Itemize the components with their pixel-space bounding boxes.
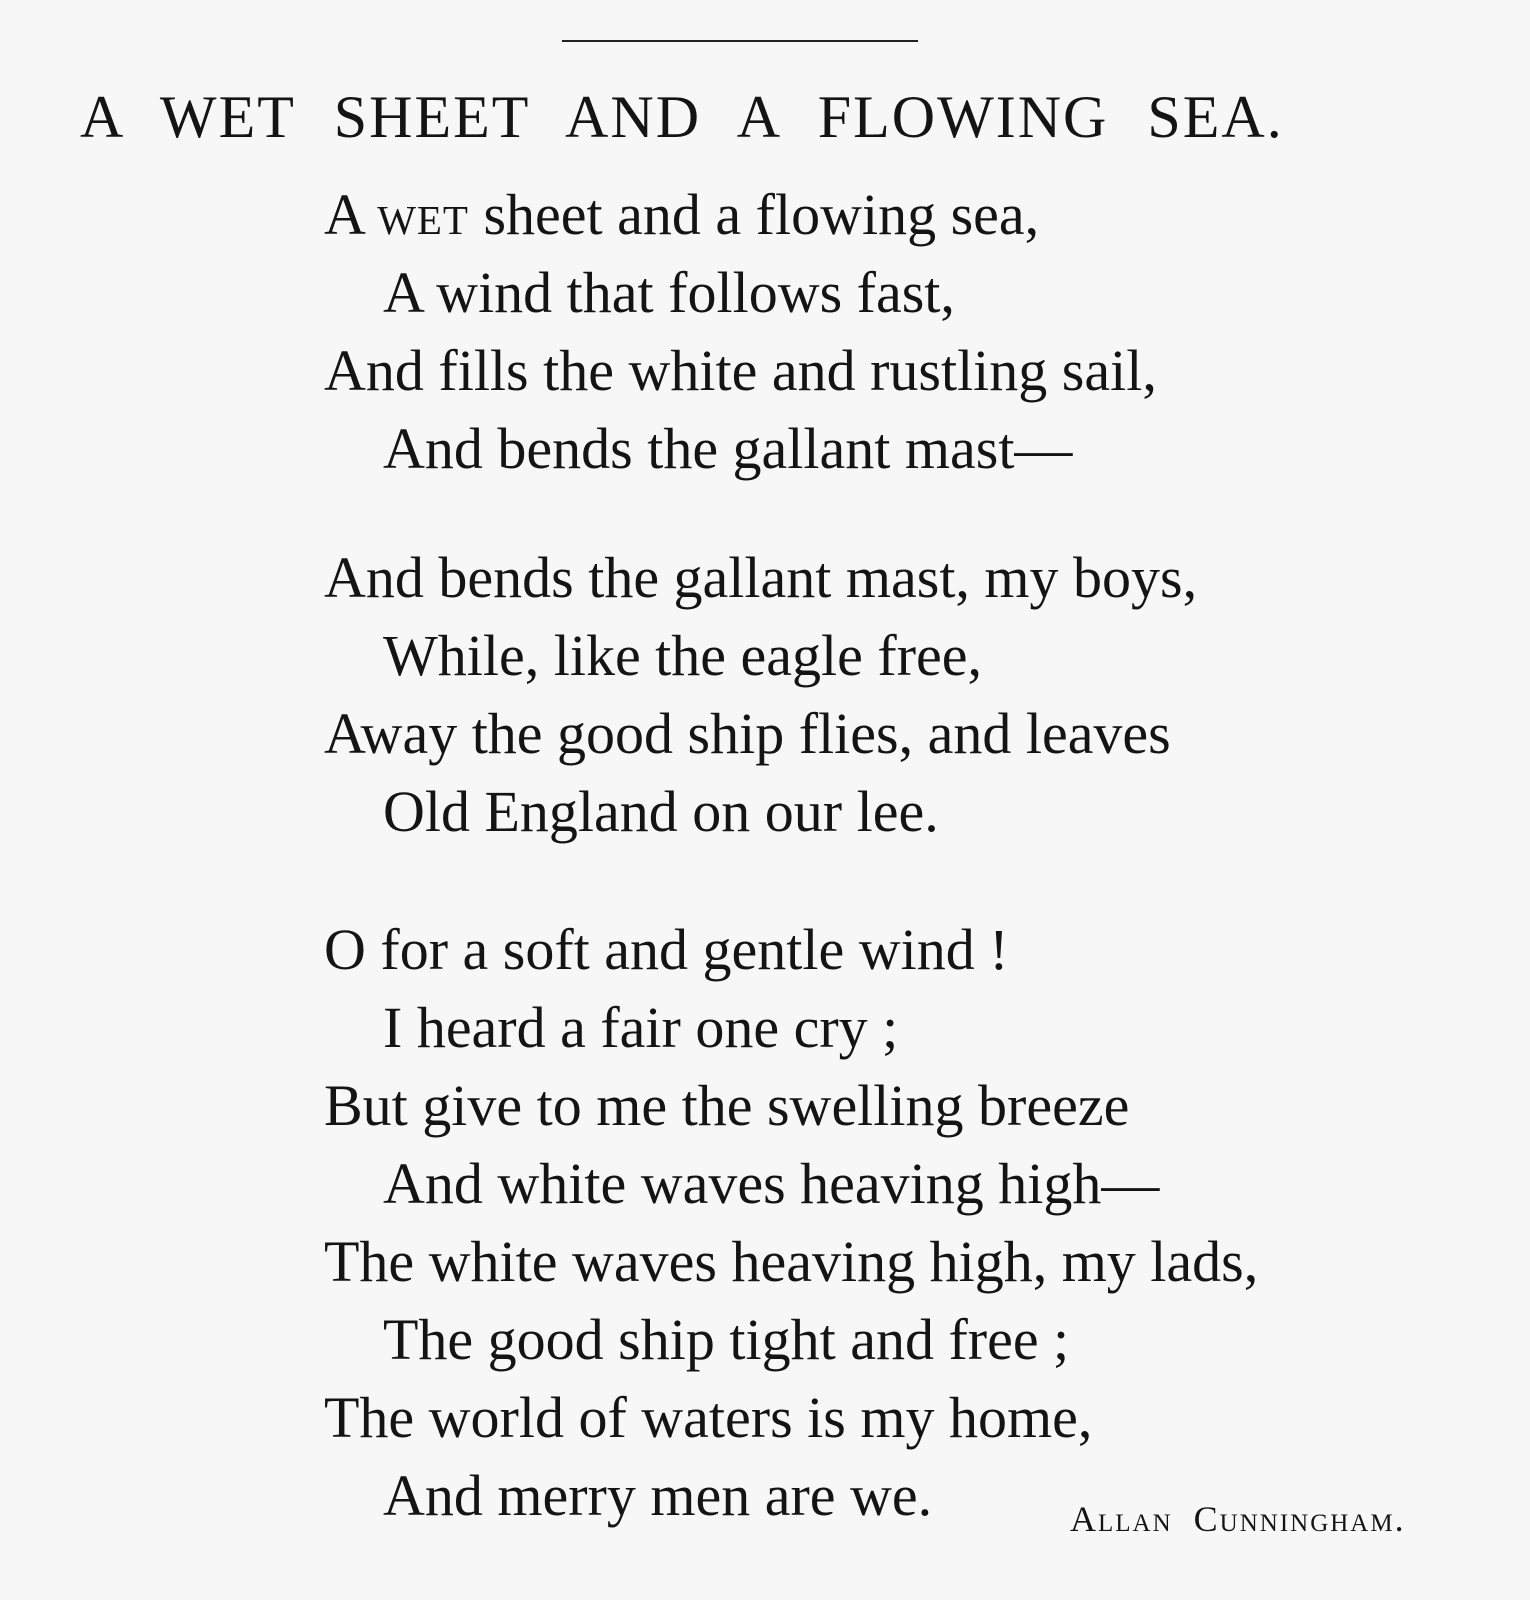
poem-line: A wind that follows fast, (383, 260, 955, 325)
poem-line: The white waves heaving high, my lads, (324, 1229, 1259, 1294)
poem-line: And merry men are we. (383, 1463, 933, 1528)
poem-line: The good ship tight and free ; (383, 1307, 1070, 1372)
poem-line: And fills the white and rustling sail, (324, 338, 1157, 403)
poem-line: And bends the gallant mast, my boys, (324, 545, 1198, 610)
poem-title: A WET SHEET AND A FLOWING SEA. (80, 84, 1284, 150)
poem-line: Old England on our lee. (383, 779, 939, 844)
author-attribution: Allan Cunningham. (1070, 1499, 1406, 1539)
first-word: A (324, 182, 363, 247)
poem-line: And white waves heaving high— (383, 1151, 1160, 1216)
poem-line: While, like the eagle free, (383, 623, 983, 688)
poem-line: And bends the gallant mast— (383, 416, 1073, 481)
poem-line: I heard a fair one cry ; (383, 995, 899, 1060)
poem-line (324, 180, 1039, 250)
poem-line: O for a soft and gentle wind ! (324, 917, 1009, 982)
first-line-rest: sheet and a flowing sea, (468, 182, 1040, 247)
poem-line: But give to me the swelling breeze (324, 1073, 1130, 1138)
first-line-smallcaps: wet (377, 182, 469, 247)
top-rule (562, 40, 918, 42)
poem-line: The world of waters is my home, (324, 1385, 1093, 1450)
poem-line: Away the good ship flies, and leaves (324, 701, 1171, 766)
